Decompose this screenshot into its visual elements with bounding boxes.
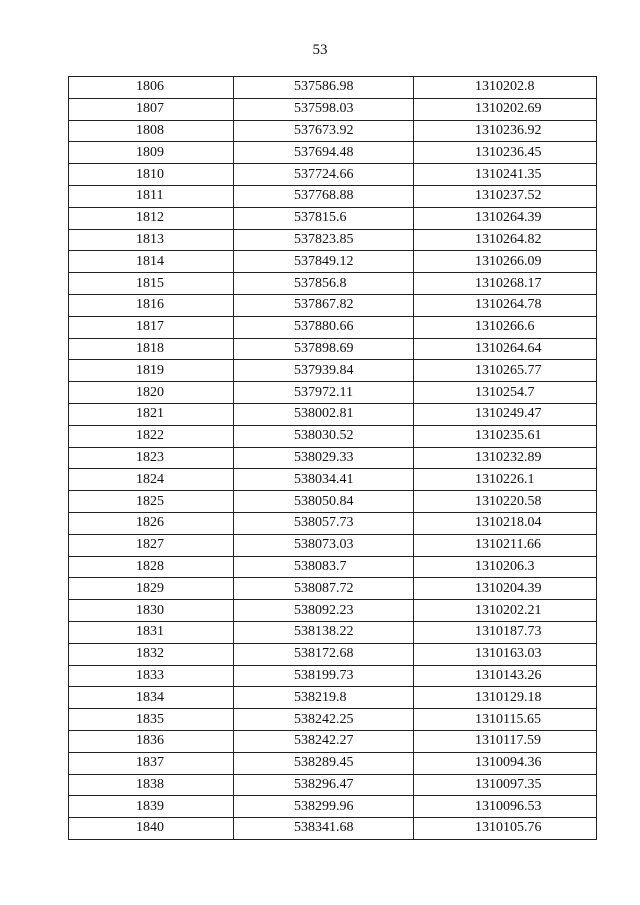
y-coordinate-cell: 1310204.39 [414,578,597,600]
y-coordinate-cell: 1310236.92 [414,120,597,142]
x-coordinate-cell: 537972.11 [234,382,414,404]
y-coordinate-cell: 1310115.65 [414,709,597,731]
x-coordinate-cell: 538034.41 [234,469,414,491]
x-coordinate-cell: 538030.52 [234,425,414,447]
y-coordinate-cell: 1310249.47 [414,403,597,425]
table-row [69,600,597,622]
x-coordinate-cell: 538073.03 [234,534,414,556]
point-number-cell: 1812 [69,207,234,229]
x-coordinate-cell: 538219.8 [234,687,414,709]
x-coordinate-cell: 538341.68 [234,818,414,840]
y-coordinate-cell: 1310235.61 [414,425,597,447]
y-coordinate-cell: 1310264.78 [414,294,597,316]
table-row [69,77,597,99]
table-row [69,621,597,643]
point-number-cell: 1808 [69,120,234,142]
y-coordinate-cell: 1310202.21 [414,600,597,622]
table-row [69,98,597,120]
y-coordinate-cell: 1310202.8 [414,77,597,99]
y-coordinate-cell: 1310129.18 [414,687,597,709]
y-coordinate-cell: 1310218.04 [414,512,597,534]
table-row [69,687,597,709]
x-coordinate-cell: 538299.96 [234,796,414,818]
point-number-cell: 1816 [69,294,234,316]
table-row [69,774,597,796]
x-coordinate-cell: 538057.73 [234,512,414,534]
table-row [69,709,597,731]
point-number-cell: 1823 [69,447,234,469]
point-number-cell: 1840 [69,818,234,840]
x-coordinate-cell: 538296.47 [234,774,414,796]
x-coordinate-cell: 537673.92 [234,120,414,142]
point-number-cell: 1829 [69,578,234,600]
page-number: 53 [312,42,328,58]
y-coordinate-cell: 1310163.03 [414,643,597,665]
table-row [69,142,597,164]
table-row [69,294,597,316]
point-number-cell: 1806 [69,77,234,99]
y-coordinate-cell: 1310236.45 [414,142,597,164]
point-number-cell: 1818 [69,338,234,360]
table-row [69,469,597,491]
y-coordinate-cell: 1310266.09 [414,251,597,273]
point-number-cell: 1837 [69,752,234,774]
point-number-cell: 1809 [69,142,234,164]
x-coordinate-cell: 537823.85 [234,229,414,251]
table-row [69,273,597,295]
point-number-cell: 1810 [69,164,234,186]
y-coordinate-cell: 1310232.89 [414,447,597,469]
x-coordinate-cell: 537768.88 [234,185,414,207]
table-row [69,665,597,687]
x-coordinate-cell: 538087.72 [234,578,414,600]
y-coordinate-cell: 1310206.3 [414,556,597,578]
y-coordinate-cell: 1310226.1 [414,469,597,491]
point-number-cell: 1834 [69,687,234,709]
table-row [69,316,597,338]
point-number-cell: 1815 [69,273,234,295]
y-coordinate-cell: 1310143.26 [414,665,597,687]
table-row [69,382,597,404]
point-number-cell: 1819 [69,360,234,382]
y-coordinate-cell: 1310264.39 [414,207,597,229]
y-coordinate-cell: 1310094.36 [414,752,597,774]
point-number-cell: 1833 [69,665,234,687]
x-coordinate-cell: 537939.84 [234,360,414,382]
table-row [69,730,597,752]
point-number-cell: 1835 [69,709,234,731]
point-number-cell: 1826 [69,512,234,534]
point-number-cell: 1817 [69,316,234,338]
point-number-cell: 1814 [69,251,234,273]
point-number-cell: 1830 [69,600,234,622]
table-row [69,207,597,229]
point-number-cell: 1839 [69,796,234,818]
coordinates-table-body [69,77,597,840]
point-number-cell: 1824 [69,469,234,491]
y-coordinate-cell: 1310096.53 [414,796,597,818]
point-number-cell: 1831 [69,621,234,643]
table-row [69,164,597,186]
y-coordinate-cell: 1310254.7 [414,382,597,404]
y-coordinate-cell: 1310105.76 [414,818,597,840]
y-coordinate-cell: 1310220.58 [414,491,597,513]
x-coordinate-cell: 538199.73 [234,665,414,687]
y-coordinate-cell: 1310187.73 [414,621,597,643]
x-coordinate-cell: 538029.33 [234,447,414,469]
point-number-cell: 1825 [69,491,234,513]
x-coordinate-cell: 537856.8 [234,273,414,295]
table-row [69,360,597,382]
table-row [69,643,597,665]
x-coordinate-cell: 537815.6 [234,207,414,229]
point-number-cell: 1821 [69,403,234,425]
y-coordinate-cell: 1310202.69 [414,98,597,120]
x-coordinate-cell: 538092.23 [234,600,414,622]
y-coordinate-cell: 1310211.66 [414,534,597,556]
point-number-cell: 1838 [69,774,234,796]
point-number-cell: 1828 [69,556,234,578]
table-row [69,796,597,818]
y-coordinate-cell: 1310241.35 [414,164,597,186]
x-coordinate-cell: 538172.68 [234,643,414,665]
point-number-cell: 1836 [69,730,234,752]
table-row [69,425,597,447]
y-coordinate-cell: 1310266.6 [414,316,597,338]
table-row [69,556,597,578]
x-coordinate-cell: 538083.7 [234,556,414,578]
table-row [69,818,597,840]
point-number-cell: 1832 [69,643,234,665]
table-row [69,185,597,207]
x-coordinate-cell: 537724.66 [234,164,414,186]
x-coordinate-cell: 538242.27 [234,730,414,752]
table-row [69,752,597,774]
x-coordinate-cell: 537849.12 [234,251,414,273]
x-coordinate-cell: 537694.48 [234,142,414,164]
x-coordinate-cell: 537586.98 [234,77,414,99]
point-number-cell: 1820 [69,382,234,404]
table-row [69,251,597,273]
table-row [69,534,597,556]
y-coordinate-cell: 1310264.64 [414,338,597,360]
x-coordinate-cell: 538242.25 [234,709,414,731]
x-coordinate-cell: 537898.69 [234,338,414,360]
point-number-cell: 1822 [69,425,234,447]
y-coordinate-cell: 1310097.35 [414,774,597,796]
table-row [69,491,597,513]
table-row [69,338,597,360]
table-row [69,447,597,469]
table-row [69,403,597,425]
x-coordinate-cell: 538289.45 [234,752,414,774]
y-coordinate-cell: 1310117.59 [414,730,597,752]
x-coordinate-cell: 537880.66 [234,316,414,338]
y-coordinate-cell: 1310264.82 [414,229,597,251]
x-coordinate-cell: 537598.03 [234,98,414,120]
point-number-cell: 1811 [69,185,234,207]
table-row [69,512,597,534]
table-row [69,229,597,251]
point-number-cell: 1807 [69,98,234,120]
table-row [69,120,597,142]
y-coordinate-cell: 1310268.17 [414,273,597,295]
x-coordinate-cell: 538138.22 [234,621,414,643]
y-coordinate-cell: 1310265.77 [414,360,597,382]
x-coordinate-cell: 538002.81 [234,403,414,425]
point-number-cell: 1813 [69,229,234,251]
y-coordinate-cell: 1310237.52 [414,185,597,207]
x-coordinate-cell: 537867.82 [234,294,414,316]
table-row [69,578,597,600]
point-number-cell: 1827 [69,534,234,556]
x-coordinate-cell: 538050.84 [234,491,414,513]
coordinates-table [68,76,597,840]
